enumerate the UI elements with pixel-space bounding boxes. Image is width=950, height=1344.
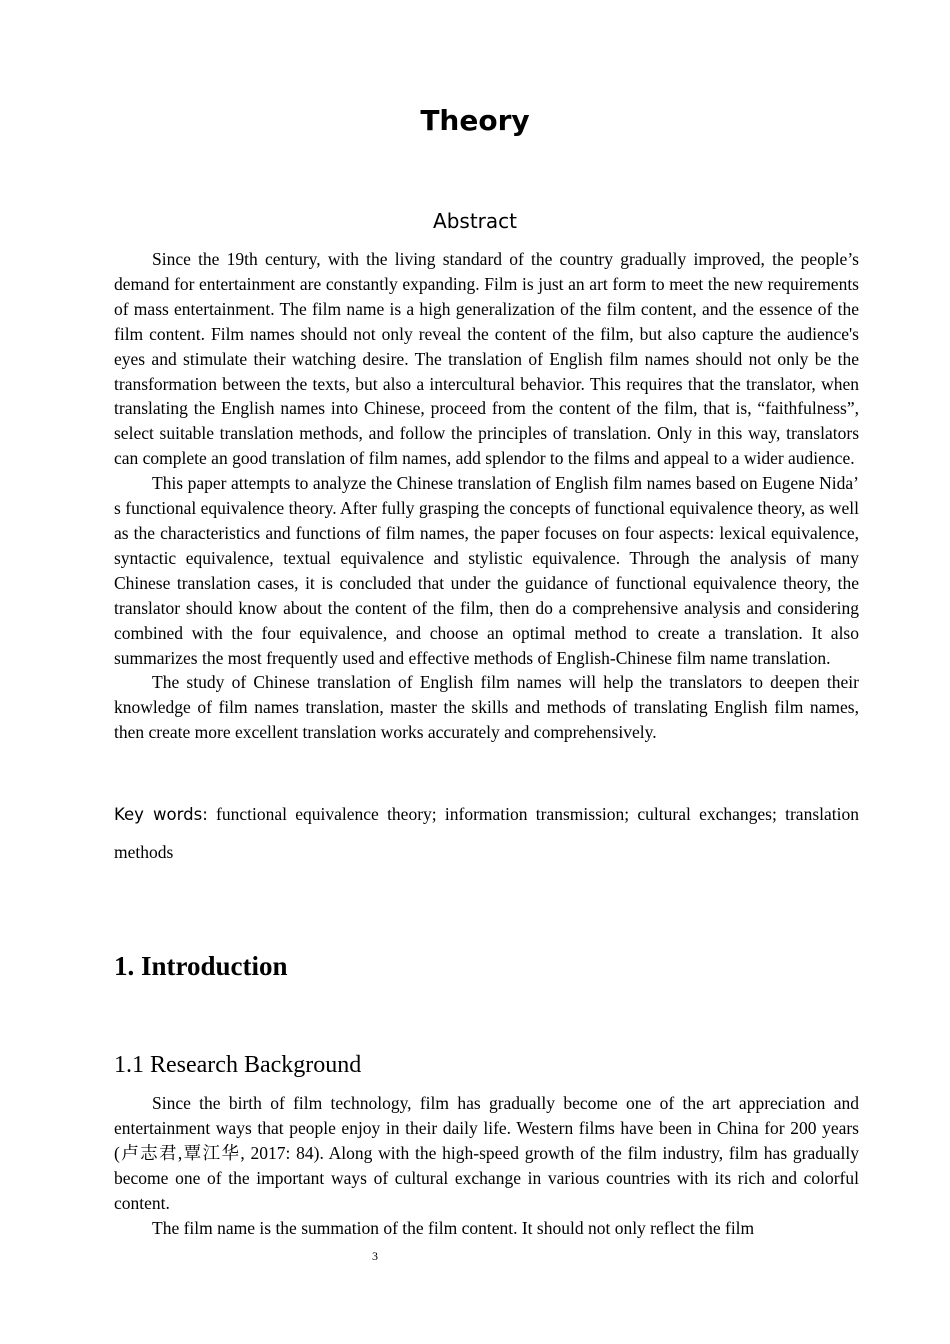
abstract-body [114,247,859,745]
research-background-body [114,1091,859,1240]
document-title: Theory [420,104,530,137]
abstract-paragraph: The study of Chinese translation of English film names will help the translators to deepen their knowledge of film names translation, master the skills and methods of translating English film names, then create more excellent translation works accurately and comprehensively. [114,672,859,743]
abstract-heading: Abstract [433,209,517,233]
section-heading-introduction: 1. Introduction [114,951,288,981]
abstract-paragraph: This paper attempts to analyze the Chinese translation of English film names based on Eugene Nida’ s functional equivalence theory. After fully grasping the concepts of functional equivalence theory, as well as the characteristics and functions of film names, the paper focuses on four aspects: lexical equivalence, syntactic equivalence, textual equivalence and stylistic equivalence. Through the analysis of many Chinese translation cases, it is concluded that under the guidance of functional equivalence theory, the translator should know about the content of the film, then do a comprehensive analysis and considering combined with the four equivalence, and choose an optimal method to create a translation. It also summarizes the most frequently used and effective methods of English-Chinese film name translation. [114,473,859,668]
keywords [114,796,859,871]
keywords-label: Key words: [114,805,208,824]
subsection-heading-research-background: 1.1 Research Background [114,1052,362,1078]
abstract-paragraph: Since the 19th century, with the living standard of the country gradually improved, the people’s demand for entertainment are constantly expanding. Film is just an art form to meet the new requirements of mass entertainment. The film name is a high generalization of the film content, and the essence of the film content. Film names should not only reveal the content of the film, but also capture the audience's eyes and stimulate their watching desire. The translation of English film names should not only be the transformation between the texts, but also a intercultural behavior. This requires that the translator, when translating the English names into Chinese, proceed from the content of the film, that is, “faithfulness”, select suitable translation methods, and follow the principles of translation. Only in this way, translators can complete an good translation of film names, add splendor to the films and appeal to a wider audience. [114,249,859,469]
body-paragraph: The film name is the summation of the film content. It should not only reflect the film [152,1217,755,1238]
body-paragraph: Since the birth of film technology, film has gradually become one of the art appreciation and entertainment ways that people enjoy in their daily life. Western films have been in China for 200 years (卢志君,覃江华, 2017: 84). Along with the high-speed growth of the film industry, film has gradually become one of the important ways of cultural exchange in various countries with its rich and colorful content. [114,1093,859,1213]
keywords-text: functional equivalence theory; information transmission; cultural exchanges; translation methods [114,804,859,862]
page-number: 3 [372,1249,378,1263]
